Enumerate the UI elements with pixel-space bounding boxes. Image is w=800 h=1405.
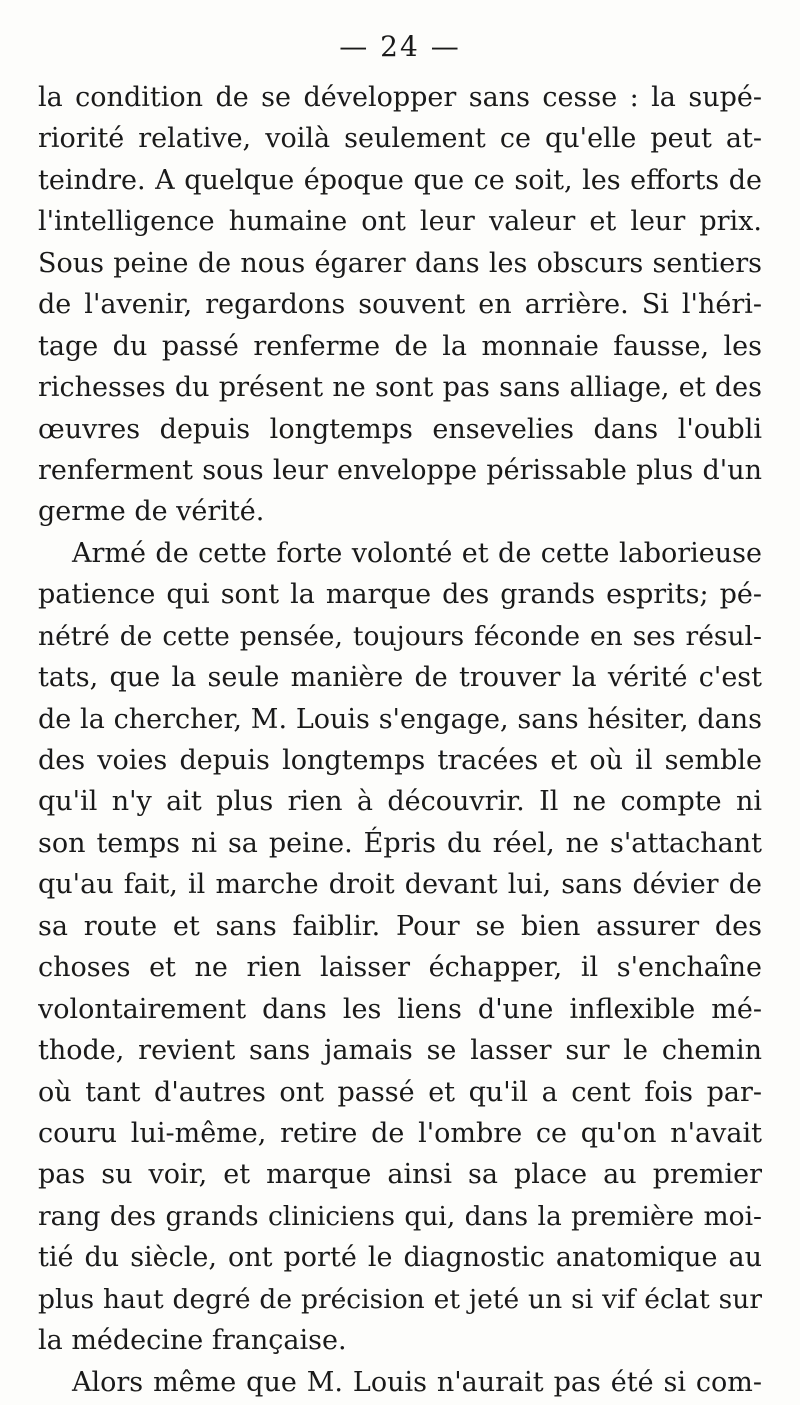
- text-line: tats, que la seule manière de trouver la vérité c'est: [38, 662, 762, 694]
- page-number: — 24 —: [339, 30, 461, 63]
- text-line: sa route et sans faiblir. Pour se bien assurer des: [38, 910, 762, 942]
- text-line: pas su voir, et marque ainsi sa place au premier: [38, 1159, 762, 1191]
- text-line: thode, revient sans jamais se lasser sur le chemin: [38, 1035, 762, 1067]
- text-line: plus haut degré de précision et jeté un si vif éclat sur: [38, 1283, 762, 1315]
- text-line: tié du siècle, ont porté le diagnostic anatomique au: [38, 1242, 762, 1274]
- body-text: [38, 77, 762, 1403]
- text-line: renferment sous leur enveloppe périssable plus d'un: [38, 454, 762, 486]
- text-line: tage du passé renferme de la monnaie fausse, les: [38, 330, 762, 362]
- text-line: Alors même que M. Louis n'aurait pas été si com-: [72, 1366, 762, 1398]
- text-line: patience qui sont la marque des grands esprits; pé-: [38, 579, 762, 611]
- text-line: l'intelligence humaine ont leur valeur et leur prix.: [38, 206, 762, 238]
- text-line: Armé de cette forte volonté et de cette laborieuse: [72, 537, 762, 569]
- text-line: œuvres depuis longtemps ensevelies dans l'oubli: [38, 413, 762, 445]
- text-line: où tant d'autres ont passé et qu'il a cent fois par-: [38, 1076, 762, 1108]
- text-line: couru lui-même, retire de l'ombre ce qu'on n'avait: [38, 1117, 762, 1149]
- text-line: de la chercher, M. Louis s'engage, sans hésiter, dans: [38, 703, 762, 735]
- text-line: rang des grands cliniciens qui, dans la première moi-: [38, 1200, 762, 1232]
- text-line: choses et ne rien laisser échapper, il s'enchaîne: [38, 952, 762, 984]
- text-line: qu'il n'y ait plus rien à découvrir. Il ne compte ni: [38, 786, 762, 818]
- text-line: richesses du présent ne sont pas sans alliage, et des: [38, 372, 762, 404]
- text-line: qu'au fait, il marche droit devant lui, sans dévier de: [38, 869, 762, 901]
- text-line: teindre. A quelque époque que ce soit, les efforts de: [38, 164, 762, 196]
- text-line: des voies depuis longtemps tracées et où il semble: [38, 745, 762, 776]
- text-line: la condition de se développer sans cesse : la supé-: [38, 82, 762, 113]
- text-line: nétré de cette pensée, toujours féconde en ses résul-: [38, 620, 762, 652]
- text-line: germe de vérité.: [38, 496, 265, 528]
- text-line: Sous peine de nous égarer dans les obscurs sentiers: [38, 247, 762, 279]
- text-line: son temps ni sa peine. Épris du réel, ne s'attachant: [38, 827, 762, 859]
- text-line: volontairement dans les liens d'une inflexible mé-: [38, 993, 762, 1025]
- text-line: de l'avenir, regardons souvent en arrière. Si l'héri-: [38, 289, 762, 321]
- text-line: la médecine française.: [38, 1325, 347, 1357]
- text-line: riorité relative, voilà seulement ce qu'elle peut at-: [38, 123, 762, 155]
